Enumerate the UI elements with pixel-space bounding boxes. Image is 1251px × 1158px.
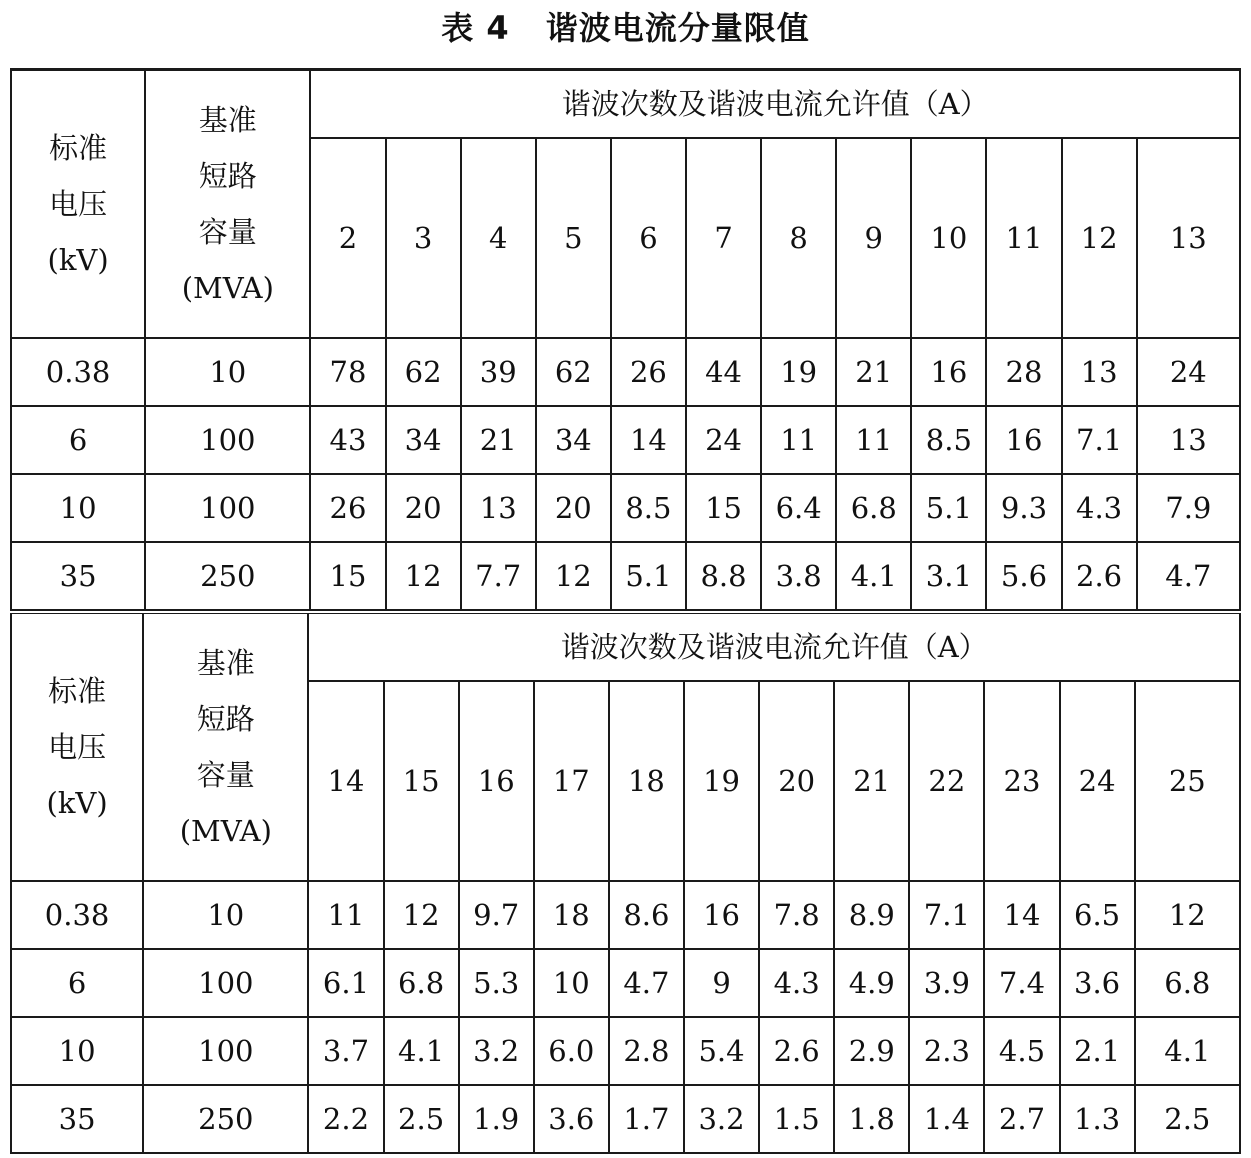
harmonic-order-cell: 18 <box>609 681 684 881</box>
current-value-cell: 18 <box>534 881 609 949</box>
harmonic-order-cell: 3 <box>386 138 461 338</box>
harmonic-span-header: 谐波次数及谐波电流允许值（A） <box>308 612 1240 681</box>
current-value-cell: 1.5 <box>759 1085 834 1153</box>
table-number: 表 4 <box>441 9 510 47</box>
capacity-cell: 10 <box>143 881 308 949</box>
current-value-cell: 28 <box>986 338 1061 406</box>
harmonic-order-cell: 20 <box>759 681 834 881</box>
harmonic-order-cell: 16 <box>459 681 534 881</box>
harmonic-order-cell: 17 <box>534 681 609 881</box>
capacity-cell: 100 <box>143 949 308 1017</box>
header-row <box>11 612 1240 681</box>
harmonic-order-cell: 11 <box>986 138 1061 338</box>
current-value-cell: 4.3 <box>1062 474 1137 542</box>
current-value-cell: 8.5 <box>911 406 986 474</box>
current-value-cell: 1.8 <box>834 1085 909 1153</box>
current-value-cell: 15 <box>310 542 385 610</box>
voltage-header-line: (kV) <box>47 243 109 277</box>
current-value-cell: 11 <box>761 406 836 474</box>
capacity-cell: 100 <box>145 406 310 474</box>
table-row <box>11 474 1240 542</box>
current-value-cell: 13 <box>1062 338 1137 406</box>
current-value-cell: 12 <box>536 542 611 610</box>
current-value-cell: 2.6 <box>1062 542 1137 610</box>
voltage-header-line: 电压 <box>48 730 107 764</box>
table-row <box>11 881 1240 949</box>
table-row <box>11 1085 1240 1153</box>
harmonic-order-cell: 10 <box>911 138 986 338</box>
voltage-cell: 6 <box>11 406 145 474</box>
current-value-cell: 43 <box>310 406 385 474</box>
current-value-cell: 44 <box>686 338 761 406</box>
current-value-cell: 9 <box>684 949 759 1017</box>
harmonic-order-cell: 15 <box>384 681 459 881</box>
voltage-header-line: 标准 <box>48 674 107 708</box>
current-value-cell: 1.7 <box>609 1085 684 1153</box>
capacity-cell: 100 <box>145 474 310 542</box>
table-row <box>11 949 1240 1017</box>
current-value-cell: 26 <box>611 338 686 406</box>
harmonic-order-cell: 13 <box>1137 138 1240 338</box>
current-value-cell: 10 <box>534 949 609 1017</box>
table-title <box>0 4 1251 52</box>
current-value-cell: 34 <box>536 406 611 474</box>
table-row <box>11 338 1240 406</box>
harmonic-order-cell: 7 <box>686 138 761 338</box>
table-row <box>11 542 1240 610</box>
current-value-cell: 7.4 <box>984 949 1059 1017</box>
voltage-cell: 6 <box>11 949 143 1017</box>
voltage-header <box>11 612 143 881</box>
harmonic-order-cell: 14 <box>308 681 383 881</box>
current-value-cell: 14 <box>611 406 686 474</box>
capacity-cell: 250 <box>145 542 310 610</box>
current-value-cell: 5.6 <box>986 542 1061 610</box>
current-value-cell: 14 <box>984 881 1059 949</box>
current-value-cell: 39 <box>461 338 536 406</box>
current-value-cell: 6.4 <box>761 474 836 542</box>
voltage-cell: 0.38 <box>11 881 143 949</box>
harmonic-order-cell: 12 <box>1062 138 1137 338</box>
capacity-header <box>143 612 308 881</box>
current-value-cell: 2.1 <box>1060 1017 1135 1085</box>
harmonic-order-cell: 24 <box>1060 681 1135 881</box>
harmonic-table-1 <box>10 68 1241 611</box>
current-value-cell: 15 <box>686 474 761 542</box>
current-value-cell: 7.8 <box>759 881 834 949</box>
current-value-cell: 3.2 <box>684 1085 759 1153</box>
current-value-cell: 4.9 <box>834 949 909 1017</box>
current-value-cell: 2.9 <box>834 1017 909 1085</box>
capacity-header-line: 短路 <box>196 702 255 736</box>
current-value-cell: 20 <box>536 474 611 542</box>
table-row <box>11 1017 1240 1085</box>
capacity-header-line: 基准 <box>196 646 255 680</box>
current-value-cell: 8.8 <box>686 542 761 610</box>
capacity-cell: 10 <box>145 338 310 406</box>
header-row <box>11 70 1240 139</box>
current-value-cell: 2.3 <box>909 1017 984 1085</box>
current-value-cell: 6.0 <box>534 1017 609 1085</box>
current-value-cell: 4.1 <box>384 1017 459 1085</box>
current-value-cell: 19 <box>761 338 836 406</box>
voltage-cell: 35 <box>11 1085 143 1153</box>
current-value-cell: 6.8 <box>1135 949 1240 1017</box>
current-value-cell: 12 <box>386 542 461 610</box>
capacity-header-line: (MVA) <box>179 814 272 848</box>
current-value-cell: 3.6 <box>534 1085 609 1153</box>
harmonic-order-cell: 8 <box>761 138 836 338</box>
table-row <box>11 406 1240 474</box>
voltage-cell: 35 <box>11 542 145 610</box>
capacity-header <box>145 70 310 339</box>
current-value-cell: 20 <box>386 474 461 542</box>
current-value-cell: 24 <box>686 406 761 474</box>
voltage-cell: 10 <box>11 474 145 542</box>
current-value-cell: 8.5 <box>611 474 686 542</box>
voltage-header <box>11 70 145 339</box>
capacity-header-line: 基准 <box>198 103 257 137</box>
current-value-cell: 1.4 <box>909 1085 984 1153</box>
current-value-cell: 16 <box>911 338 986 406</box>
current-value-cell: 9.3 <box>986 474 1061 542</box>
harmonic-order-cell: 2 <box>310 138 385 338</box>
current-value-cell: 12 <box>384 881 459 949</box>
current-value-cell: 6.8 <box>384 949 459 1017</box>
current-value-cell: 34 <box>386 406 461 474</box>
voltage-header-line: 电压 <box>49 187 108 221</box>
current-value-cell: 8.9 <box>834 881 909 949</box>
current-value-cell: 7.9 <box>1137 474 1240 542</box>
current-value-cell: 3.6 <box>1060 949 1135 1017</box>
current-value-cell: 5.3 <box>459 949 534 1017</box>
harmonic-order-cell: 21 <box>834 681 909 881</box>
current-value-cell: 6.1 <box>308 949 383 1017</box>
current-value-cell: 4.1 <box>836 542 911 610</box>
current-value-cell: 5.4 <box>684 1017 759 1085</box>
current-value-cell: 13 <box>461 474 536 542</box>
current-value-cell: 26 <box>310 474 385 542</box>
current-value-cell: 3.9 <box>909 949 984 1017</box>
harmonic-order-cell: 22 <box>909 681 984 881</box>
voltage-header-line: (kV) <box>46 786 108 820</box>
current-value-cell: 2.5 <box>384 1085 459 1153</box>
current-value-cell: 6.5 <box>1060 881 1135 949</box>
current-value-cell: 3.7 <box>308 1017 383 1085</box>
current-value-cell: 4.7 <box>609 949 684 1017</box>
current-value-cell: 21 <box>836 338 911 406</box>
current-value-cell: 3.2 <box>459 1017 534 1085</box>
voltage-cell: 10 <box>11 1017 143 1085</box>
current-value-cell: 1.9 <box>459 1085 534 1153</box>
current-value-cell: 5.1 <box>611 542 686 610</box>
current-value-cell: 62 <box>536 338 611 406</box>
current-value-cell: 4.5 <box>984 1017 1059 1085</box>
capacity-header-line: 容量 <box>198 215 257 249</box>
current-value-cell: 7.7 <box>461 542 536 610</box>
current-value-cell: 3.8 <box>761 542 836 610</box>
current-value-cell: 1.3 <box>1060 1085 1135 1153</box>
harmonic-table-2 <box>10 610 1241 1154</box>
current-value-cell: 3.1 <box>911 542 986 610</box>
current-value-cell: 12 <box>1135 881 1240 949</box>
harmonic-order-cell: 23 <box>984 681 1059 881</box>
current-value-cell: 8.6 <box>609 881 684 949</box>
current-value-cell: 2.5 <box>1135 1085 1240 1153</box>
current-value-cell: 62 <box>386 338 461 406</box>
harmonic-order-cell: 4 <box>461 138 536 338</box>
current-value-cell: 2.2 <box>308 1085 383 1153</box>
harmonic-order-cell: 25 <box>1135 681 1240 881</box>
current-value-cell: 2.8 <box>609 1017 684 1085</box>
current-value-cell: 24 <box>1137 338 1240 406</box>
current-value-cell: 7.1 <box>1062 406 1137 474</box>
current-value-cell: 21 <box>461 406 536 474</box>
current-value-cell: 6.8 <box>836 474 911 542</box>
current-value-cell: 5.1 <box>911 474 986 542</box>
current-value-cell: 11 <box>836 406 911 474</box>
capacity-cell: 250 <box>143 1085 308 1153</box>
harmonic-order-cell: 19 <box>684 681 759 881</box>
harmonic-order-cell: 9 <box>836 138 911 338</box>
current-value-cell: 13 <box>1137 406 1240 474</box>
capacity-header-line: 短路 <box>198 159 257 193</box>
current-value-cell: 2.6 <box>759 1017 834 1085</box>
current-value-cell: 9.7 <box>459 881 534 949</box>
current-value-cell: 16 <box>684 881 759 949</box>
voltage-cell: 0.38 <box>11 338 145 406</box>
current-value-cell: 4.3 <box>759 949 834 1017</box>
capacity-header-line: (MVA) <box>181 271 274 305</box>
current-value-cell: 2.7 <box>984 1085 1059 1153</box>
current-value-cell: 4.7 <box>1137 542 1240 610</box>
table-caption: 谐波电流分量限值 <box>545 9 810 47</box>
capacity-cell: 100 <box>143 1017 308 1085</box>
voltage-header-line: 标准 <box>49 131 108 165</box>
current-value-cell: 78 <box>310 338 385 406</box>
current-value-cell: 7.1 <box>909 881 984 949</box>
harmonic-order-cell: 5 <box>536 138 611 338</box>
current-value-cell: 4.1 <box>1135 1017 1240 1085</box>
current-value-cell: 11 <box>308 881 383 949</box>
harmonic-span-header: 谐波次数及谐波电流允许值（A） <box>310 70 1240 139</box>
current-value-cell: 16 <box>986 406 1061 474</box>
capacity-header-line: 容量 <box>196 758 255 792</box>
harmonic-order-cell: 6 <box>611 138 686 338</box>
